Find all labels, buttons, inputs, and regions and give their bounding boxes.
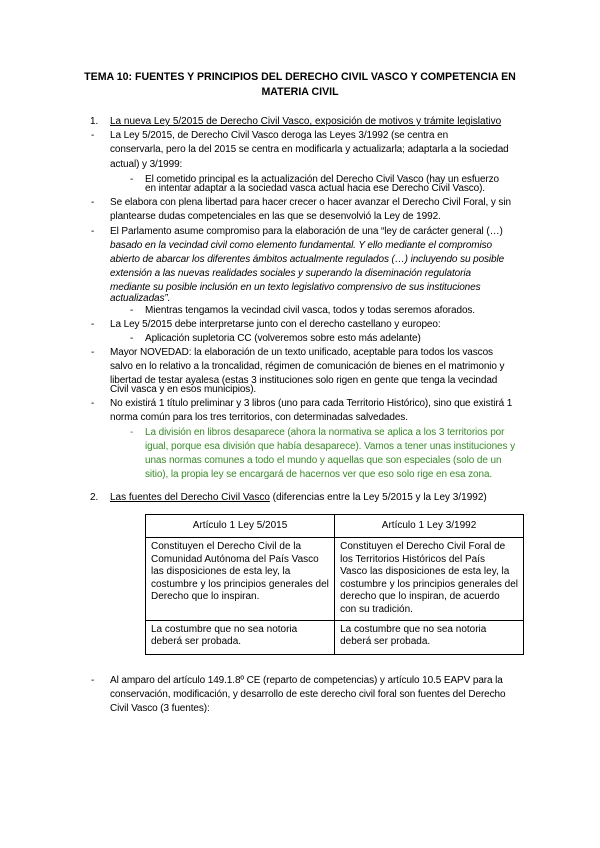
table-row (146, 620, 524, 654)
text-line: basado en la vecindad civil como elemento fundamental. Y ello mediante el compromiso (110, 240, 493, 251)
section-2-number: 2. (90, 492, 99, 503)
text-line: actualizadas”. (110, 293, 171, 304)
text-line: conservarla, pero la del 2015 se centra en modificarla y actualizarla; adaptarla a la sociedad (110, 144, 509, 155)
bullet-marker: - (91, 197, 95, 208)
subbullet-marker: - (130, 333, 134, 344)
cell-line: Constituyen el Derecho Civil de la (151, 541, 302, 552)
bullet-marker: - (91, 675, 95, 686)
table-cell (146, 538, 335, 621)
section-2-heading (110, 492, 487, 503)
text-line: No existirá 1 título preliminar y 3 libros (uno para cada Territorio Histórico), sino que existirá 1 (110, 398, 513, 409)
text-line: en intentar adaptar a la sociedad vasca actual hacia ese Derecho Civil Vasco). (145, 183, 485, 194)
document-title-line-2: MATERIA CIVIL (261, 86, 339, 98)
text-line: El Parlamento asume compromiso para la elaboración de una “ley de carácter general (…) (110, 226, 503, 237)
bullet-marker: - (91, 347, 95, 358)
text-line: plantearse dudas competenciales en las que se desenvolvió la Ley de 1992. (110, 211, 441, 222)
cell-line: Constituyen el Derecho Civil Foral de (340, 541, 506, 552)
text-line: actual) y 3/1999: (110, 159, 183, 170)
text-line: El cometido principal es la actualización del Derecho Civil Vasco (hay un esfuerzo (145, 174, 500, 185)
subbullet-marker: - (130, 174, 134, 185)
cell-line: costumbre y los principios generales del (151, 578, 329, 590)
table-cell (335, 620, 524, 654)
cell-line: Comunidad Autónoma del País Vasco (151, 553, 319, 565)
subbullet-marker: - (130, 305, 134, 316)
text-line: Al amparo del artículo 149.1.8º CE (reparto de competencias) y artículo 10.5 EAPV para la (110, 675, 503, 686)
table-header-cell: Artículo 1 Ley 5/2015 (146, 515, 335, 538)
text-line: libertad de testar ayalesa (estas 3 instituciones solo rigen en gente que tenga la vecindad (110, 375, 498, 386)
cell-line: los Territorios Históricos del País (340, 553, 485, 565)
text-line: salvo en lo relativo a la troncalidad, régimen de comunicación de bienes en el matrimonio y (110, 361, 505, 372)
section-2-heading-rest: (diferencias entre la Ley 5/2015 y la Ley 3/1992) (269, 492, 487, 503)
cell-line: derecho que lo inspiran, de acuerdo (340, 591, 500, 603)
text-line-green: igual, porque esa división que había desaparece). Vamos a tener unas instituciones y (145, 441, 515, 452)
section-1-heading-text: La nueva Ley 5/2015 de Derecho Civil Vasco, exposición de motivos y trámite legislativo (110, 116, 502, 127)
cell-line: Vasco las disposiciones de esta ley, la (340, 566, 510, 578)
subbullet-marker: - (130, 427, 134, 438)
cell-line: deberá ser probada. (151, 636, 242, 648)
bullet-marker: - (91, 130, 95, 141)
table-header-cell: Artículo 1 Ley 3/1992 (335, 515, 524, 538)
cell-line: Derecho que lo inspiran. (151, 591, 260, 603)
text-line: Se elabora con plena libertad para hacer crecer o hacer avanzar el Derecho Civil Foral, y sin (110, 197, 511, 208)
text-line: Civil vasca y en esos municipios). (110, 384, 257, 395)
table-header-row (146, 515, 524, 538)
text-line-green: La división en libros desaparece (ahora la normativa se aplica a los 3 territorios por (145, 427, 505, 438)
text-line: Civil Vasco (3 fuentes): (110, 703, 210, 714)
bullet-marker: - (91, 226, 95, 237)
text-line: La Ley 5/2015 debe interpretarse junto con el derecho castellano y europeo: (110, 319, 441, 330)
table-cell (146, 620, 335, 654)
text-line: mediante su posible inclusión en un texto legislativo comprensivo de sus instituciones (110, 282, 481, 293)
bullet-marker: - (91, 398, 95, 409)
text-line: La Ley 5/2015, de Derecho Civil Vasco deroga las Leyes 3/1992 (se centra en (110, 130, 449, 141)
text-line: Mientras tengamos la vecindad civil vasca, todos y todas seremos aforados. (145, 305, 475, 316)
text-line: conservación, modificación, y desarrollo de este derecho civil foral son fuentes del Derecho (110, 689, 506, 700)
text-line: Aplicación supletoria CC (volveremos sobre esto más adelante) (145, 333, 421, 344)
text-line: norma común para los tres territorios, con determinadas salvedades. (110, 412, 408, 423)
section-2-heading-text: Las fuentes del Derecho Civil Vasco (110, 492, 270, 503)
comparison-table (145, 514, 524, 655)
cell-line: La costumbre que no sea notoria (151, 623, 298, 635)
text-line-green: sitio), la propia ley se encargará de hacernos ver que eso solo rige en esa zona. (145, 469, 493, 480)
cell-line: costumbre y los principios generales del (340, 578, 518, 590)
cell-line: La costumbre que no sea notoria (340, 623, 487, 635)
table-row (146, 538, 524, 621)
section-1-number: 1. (90, 116, 99, 127)
cell-line: las disposiciones de esta ley, la (151, 566, 291, 578)
table-cell (335, 538, 524, 621)
cell-line: con su tradición. (340, 603, 413, 615)
bullet-marker: - (91, 319, 95, 330)
text-line-green: unas normas comunes a todo el mundo y aquellas que son especiales (solo de un (145, 455, 502, 466)
section-1-heading (110, 116, 501, 127)
text-line: abierto de abarcar los diferentes ámbitos actualmente regulados (…) incluyendo su posible (110, 254, 505, 265)
document-title-line-1: TEMA 10: FUENTES Y PRINCIPIOS DEL DERECHO CIVIL VASCO Y COMPETENCIA EN (84, 71, 516, 83)
cell-line: deberá ser probada. (340, 636, 431, 648)
text-line: extensión a las nuevas realidades sociales y superando la diseminación regulatoria (110, 268, 471, 279)
text-line: Mayor NOVEDAD: la elaboración de un texto unificado, aceptable para todos los vascos (110, 347, 493, 358)
